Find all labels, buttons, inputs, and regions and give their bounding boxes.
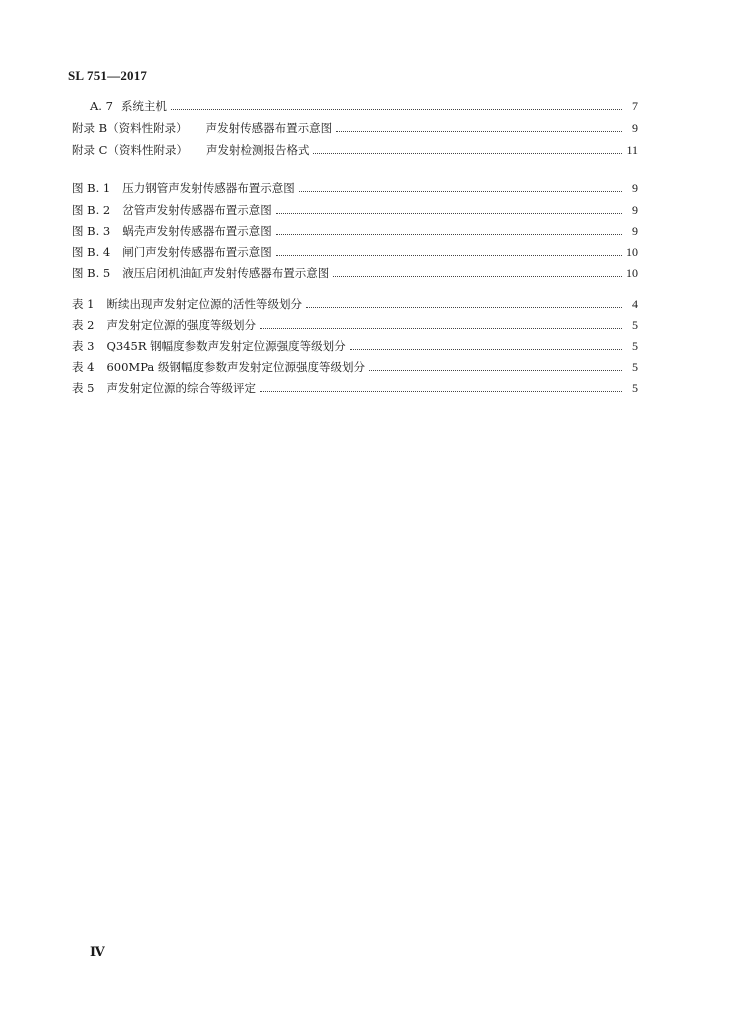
toc-entry-title: 闸门声发射传感器布置示意图 [122, 245, 272, 259]
toc-entry-label: 表 1 [72, 297, 95, 311]
toc-entry-page: 9 [632, 203, 638, 217]
toc-leader-dots [306, 307, 622, 308]
toc-entry[interactable] [72, 315, 638, 335]
toc-entry-page: 5 [632, 339, 638, 353]
toc-entry[interactable] [72, 242, 638, 262]
toc-leader-dots [333, 276, 622, 277]
toc-entry[interactable] [72, 178, 638, 198]
toc-entry-title: 岔管声发射传感器布置示意图 [122, 203, 272, 217]
toc-entry-page: 11 [626, 143, 638, 157]
toc-entry-page: 10 [626, 266, 638, 280]
toc-entry[interactable] [72, 336, 638, 356]
toc-entry-label: 附录 B（资料性附录） [72, 121, 188, 135]
toc-entry-title: 液压启闭机油缸声发射传感器布置示意图 [122, 266, 330, 280]
toc-leader-dots [260, 328, 622, 329]
standard-code-header: SL 751—2017 [68, 68, 148, 83]
toc-leader-dots [276, 213, 622, 214]
toc-leader-dots [299, 191, 622, 192]
toc-entry[interactable] [72, 200, 638, 220]
toc-entry-label: 图 B. 5 [72, 266, 111, 280]
toc-entry[interactable] [72, 294, 638, 314]
toc-entry-page: 5 [632, 318, 638, 332]
toc-entry-title: 声发射定位源的强度等级划分 [106, 318, 256, 332]
toc-entry-label: 图 B. 1 [72, 181, 111, 195]
toc-entry[interactable] [72, 221, 638, 241]
toc-entry-label: 表 2 [72, 318, 95, 332]
toc-entry-page: 9 [632, 224, 638, 238]
toc-entry-page: 5 [632, 360, 638, 374]
toc-entry[interactable] [72, 378, 638, 398]
toc-entry-title: Q345R 钢幅度参数声发射定位源强度等级划分 [106, 339, 346, 353]
toc-entry-title: 声发射检测报告格式 [205, 143, 310, 157]
toc-entry-page: 10 [626, 245, 638, 259]
toc-entry[interactable] [72, 140, 638, 160]
toc-entry-label: 表 3 [72, 339, 95, 353]
toc-entry-page: 4 [632, 297, 638, 311]
toc-entry-label: A. 7 [90, 99, 113, 113]
toc-entry[interactable] [72, 357, 638, 377]
toc-entry[interactable] [90, 96, 638, 116]
toc-entry-title: 系统主机 [120, 99, 167, 113]
toc-entry-label: 表 5 [72, 381, 95, 395]
toc-entry-label: 图 B. 2 [72, 203, 111, 217]
toc-entry[interactable] [72, 263, 638, 283]
toc-leader-dots [171, 109, 622, 110]
toc-leader-dots [313, 153, 622, 154]
toc-entry-label: 表 4 [72, 360, 95, 374]
toc-entry-label: 附录 C（资料性附录） [72, 143, 188, 157]
toc-leader-dots [260, 391, 622, 392]
toc-leader-dots [276, 255, 622, 256]
toc-entry-page: 9 [632, 181, 638, 195]
toc-entry-title: 压力钢管声发射传感器布置示意图 [122, 181, 295, 195]
toc-entry-title: 600MPa 级钢幅度参数声发射定位源强度等级划分 [106, 360, 365, 374]
toc-entry-title: 断续出现声发射定位源的活性等级划分 [106, 297, 302, 311]
toc-entry-page: 5 [632, 381, 638, 395]
toc-leader-dots [369, 370, 622, 371]
toc-leader-dots [350, 349, 622, 350]
toc-leader-dots [276, 234, 622, 235]
toc-entry-label: 图 B. 3 [72, 224, 111, 238]
page-number-roman: Ⅳ [90, 944, 105, 959]
toc-entry-page: 7 [632, 99, 638, 113]
toc-leader-dots [336, 131, 622, 132]
toc-entry-label: 图 B. 4 [72, 245, 111, 259]
toc-entry-title: 蜗壳声发射传感器布置示意图 [122, 224, 272, 238]
toc-entry[interactable] [72, 118, 638, 138]
toc-entry-title: 声发射传感器布置示意图 [205, 121, 333, 135]
toc-entry-page: 9 [632, 121, 638, 135]
toc-entry-title: 声发射定位源的综合等级评定 [106, 381, 256, 395]
